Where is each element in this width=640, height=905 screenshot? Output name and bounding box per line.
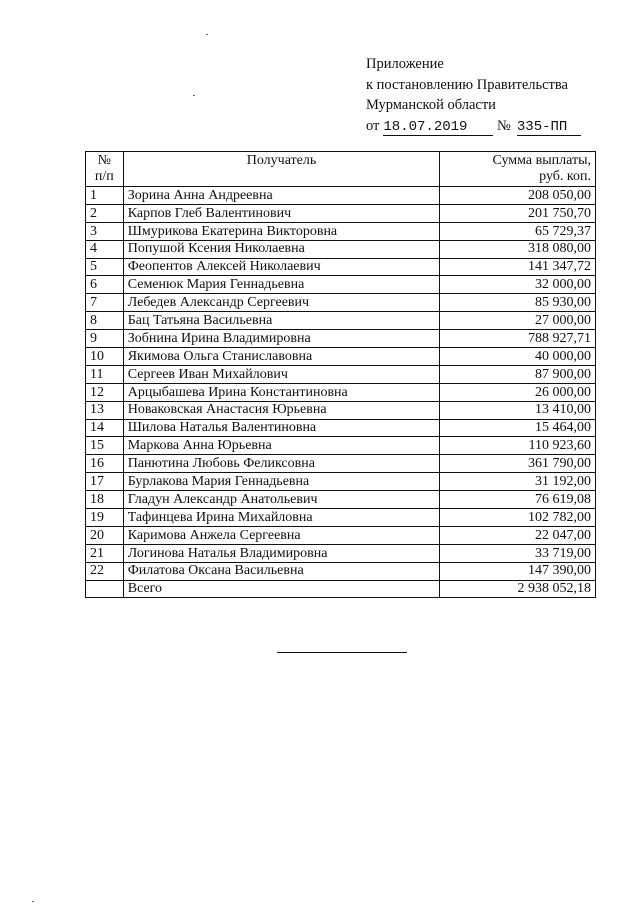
row-number: 6 (86, 276, 124, 294)
row-number: 19 (86, 509, 124, 527)
recipient-name: Бурлакова Мария Геннадьевна (123, 473, 440, 491)
payment-amount: 208 050,00 (440, 187, 596, 205)
row-number: 16 (86, 455, 124, 473)
row-number: 22 (86, 562, 124, 580)
table-row (86, 419, 596, 437)
payment-amount: 33 719,00 (440, 544, 596, 562)
header-number-pp: п/п (94, 169, 114, 184)
payment-amount: 788 927,71 (440, 330, 596, 348)
total-row (86, 580, 596, 598)
table-row (86, 222, 596, 240)
table-row (86, 437, 596, 455)
recipient-name: Арцыбашева Ирина Константиновна (123, 383, 440, 401)
resolution-reference: к постановлению Правительства (366, 76, 568, 93)
payments-body (86, 187, 596, 598)
recipient-name: Зорина Анна Андреевна (123, 187, 440, 205)
recipient-name: Всего (123, 580, 440, 598)
payment-amount: 2 938 052,18 (440, 580, 596, 598)
payment-amount: 85 930,00 (440, 294, 596, 312)
row-number (86, 580, 124, 598)
table-row (86, 330, 596, 348)
payment-amount: 318 080,00 (440, 240, 596, 258)
table-row (86, 365, 596, 383)
row-number: 14 (86, 419, 124, 437)
table-row (86, 455, 596, 473)
recipient-name: Бац Татьяна Васильевна (123, 312, 440, 330)
table-row (86, 544, 596, 562)
payment-amount: 141 347,72 (440, 258, 596, 276)
payment-amount: 87 900,00 (440, 365, 596, 383)
row-number: 1 (86, 187, 124, 205)
row-number: 4 (86, 240, 124, 258)
recipient-name: Карпов Глеб Валентинович (123, 204, 440, 222)
recipient-name: Гладун Александр Анатольевич (123, 491, 440, 509)
scan-speck (193, 95, 195, 96)
row-number: 10 (86, 348, 124, 366)
row-number: 2 (86, 204, 124, 222)
table-row (86, 509, 596, 527)
table-row (86, 276, 596, 294)
header-recipient: Получатель (123, 152, 440, 187)
row-number: 8 (86, 312, 124, 330)
scan-speck (32, 901, 34, 902)
table-row (86, 187, 596, 205)
table-row (86, 348, 596, 366)
payment-amount: 32 000,00 (440, 276, 596, 294)
payment-amount: 26 000,00 (440, 383, 596, 401)
date-prefix: от (366, 117, 380, 134)
recipient-name: Лебедев Александр Сергеевич (123, 294, 440, 312)
table-row (86, 473, 596, 491)
header-number (86, 152, 124, 187)
recipient-name: Новаковская Анастасия Юрьевна (123, 401, 440, 419)
end-of-document-rule (277, 652, 407, 653)
payment-amount: 13 410,00 (440, 401, 596, 419)
header-amount-line2: руб. коп. (539, 169, 591, 184)
number-sign: № (497, 117, 511, 134)
header-amount (440, 152, 596, 187)
table-header-row (86, 152, 596, 187)
recipient-name: Попушой Ксения Николаевна (123, 240, 440, 258)
table-row (86, 204, 596, 222)
table-row (86, 526, 596, 544)
appendix-title: Приложение (366, 56, 444, 72)
payment-amount: 361 790,00 (440, 455, 596, 473)
appendix-header (366, 54, 581, 136)
row-number: 11 (86, 365, 124, 383)
payment-amount: 15 464,00 (440, 419, 596, 437)
row-number: 7 (86, 294, 124, 312)
recipient-name: Якимова Ольга Станиславовна (123, 348, 440, 366)
payment-amount: 22 047,00 (440, 526, 596, 544)
recipient-name: Шилова Наталья Валентиновна (123, 419, 440, 437)
table-row (86, 258, 596, 276)
resolution-number: 335-ПП (517, 119, 581, 136)
payments-table (85, 151, 596, 598)
payment-amount: 40 000,00 (440, 348, 596, 366)
row-number: 3 (86, 222, 124, 240)
row-number: 12 (86, 383, 124, 401)
table-row (86, 383, 596, 401)
recipient-name: Тафинцева Ирина Михайловна (123, 509, 440, 527)
table-row (86, 562, 596, 580)
table-row (86, 294, 596, 312)
payment-amount: 31 192,00 (440, 473, 596, 491)
resolution-date: 18.07.2019 (383, 119, 493, 136)
recipient-name: Семенюк Мария Геннадьевна (123, 276, 440, 294)
row-number: 20 (86, 526, 124, 544)
table-row (86, 491, 596, 509)
recipient-name: Панютина Любовь Феликсовна (123, 455, 440, 473)
recipient-name: Феопентов Алексей Николаевич (123, 258, 440, 276)
recipient-name: Логинова Наталья Владимировна (123, 544, 440, 562)
header-amount-line1: Сумма выплаты, (492, 153, 591, 168)
row-number: 17 (86, 473, 124, 491)
row-number: 18 (86, 491, 124, 509)
payment-amount: 27 000,00 (440, 312, 596, 330)
region-name: Мурманской области (366, 97, 496, 113)
recipient-name: Маркова Анна Юрьевна (123, 437, 440, 455)
payment-amount: 76 619,08 (440, 491, 596, 509)
row-number: 13 (86, 401, 124, 419)
recipient-name: Филатова Оксана Васильевна (123, 562, 440, 580)
header-number-sign: № (97, 153, 112, 168)
row-number: 5 (86, 258, 124, 276)
row-number: 9 (86, 330, 124, 348)
table-row (86, 312, 596, 330)
payment-amount: 201 750,70 (440, 204, 596, 222)
row-number: 15 (86, 437, 124, 455)
table-row (86, 240, 596, 258)
payment-amount: 102 782,00 (440, 509, 596, 527)
recipient-name: Сергеев Иван Михайлович (123, 365, 440, 383)
payment-amount: 147 390,00 (440, 562, 596, 580)
recipient-name: Каримова Анжела Сергеевна (123, 526, 440, 544)
payment-amount: 110 923,60 (440, 437, 596, 455)
recipient-name: Шмурикова Екатерина Викторовна (123, 222, 440, 240)
date-number-line (366, 116, 581, 137)
table-row (86, 401, 596, 419)
payment-amount: 65 729,37 (440, 222, 596, 240)
recipient-name: Зобнина Ирина Владимировна (123, 330, 440, 348)
row-number: 21 (86, 544, 124, 562)
scan-speck (206, 34, 208, 35)
